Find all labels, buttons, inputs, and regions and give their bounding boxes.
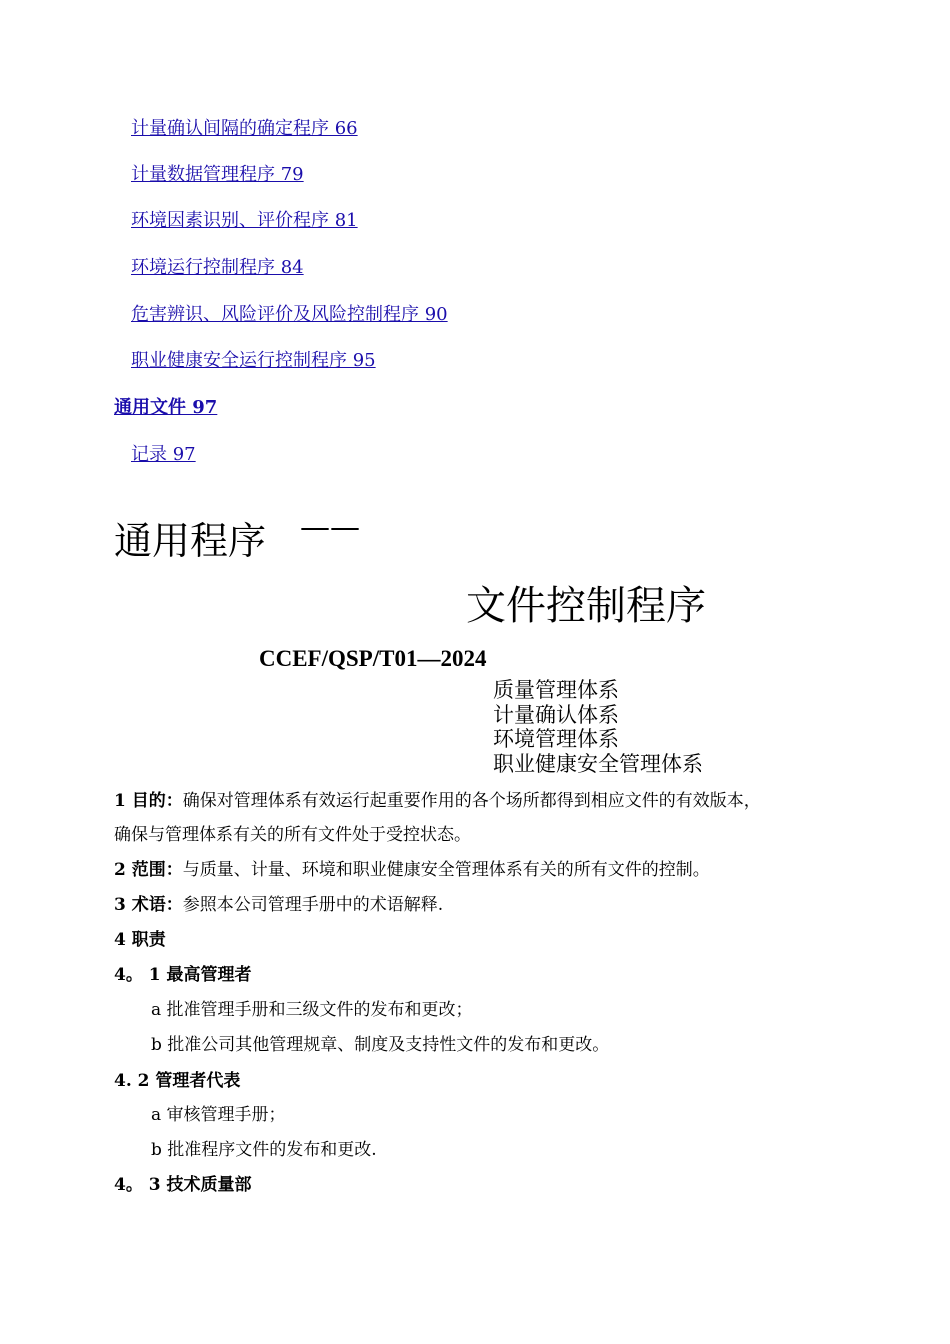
toc-link-ohs-operation[interactable]: 职业健康安全运行控制程序 95 [131, 350, 376, 371]
toc-link-records[interactable]: 记录 97 [131, 444, 196, 465]
system-environment: 环境管理体系 [493, 727, 619, 751]
terms-label: 3 术语： [114, 895, 183, 915]
system-measurement: 计量确认体系 [493, 702, 619, 727]
system-ohs: 职业健康安全管理体系 [493, 751, 703, 776]
toc-link-hazard-risk[interactable]: 危害辨识、风险评价及风险控制程序 90 [131, 304, 448, 325]
terms-paragraph [114, 890, 443, 915]
duty-4-2-b: b 批准程序文件的发布和更改. [151, 1140, 377, 1160]
duty-4-2-a: a 审核管理手册； [151, 1105, 286, 1125]
system-quality: 质量管理体系 [493, 678, 619, 702]
duties-heading: 4 职责 [114, 930, 166, 950]
purpose-paragraph [114, 786, 761, 811]
duty-4-1-a: a 批准管理手册和三级文件的发布和更改； [151, 1000, 473, 1020]
toc-section-general-docs[interactable]: 通用文件 97 [114, 397, 218, 418]
toc-link-environment-operation[interactable]: 环境运行控制程序 84 [131, 257, 304, 278]
duty-4-1-b: b 批准公司其他管理规章、制度及支持性文件的发布和更改。 [151, 1035, 610, 1055]
terms-text: 参照本公司管理手册中的术语解释. [182, 895, 444, 915]
scope-text: 与质量、计量、环境和职业健康安全管理体系有关的所有文件的控制。 [182, 860, 710, 880]
document-code: CCEF/QSP/T01—2024 [259, 646, 487, 671]
toc-link-measurement-data[interactable]: 计量数据管理程序 79 [131, 164, 304, 185]
scope-label: 2 范围： [114, 860, 183, 880]
toc-link-environment-factors[interactable]: 环境因素识别、评价程序 81 [131, 210, 358, 231]
document-title: 文件控制程序 [466, 583, 706, 629]
purpose-paragraph-cont: 确保与管理体系有关的所有文件处于受控状态。 [114, 825, 471, 845]
duty-4-2-heading: 4. 2 管理者代表 [114, 1071, 241, 1091]
scope-paragraph [114, 855, 710, 880]
purpose-text: 确保对管理体系有效运行起重要作用的各个场所都得到相应文件的有效版本， [182, 791, 761, 811]
management-systems-list [493, 678, 703, 776]
duty-4-3-heading: 4。 3 技术质量部 [114, 1175, 252, 1195]
section-title: 通用程序 [114, 519, 267, 563]
title-dash: —— [300, 510, 360, 545]
purpose-label: 1 目的： [114, 791, 183, 811]
toc-link-measurement-interval[interactable]: 计量确认间隔的确定程序 66 [131, 118, 358, 139]
duty-4-1-heading: 4。 1 最高管理者 [114, 965, 252, 985]
